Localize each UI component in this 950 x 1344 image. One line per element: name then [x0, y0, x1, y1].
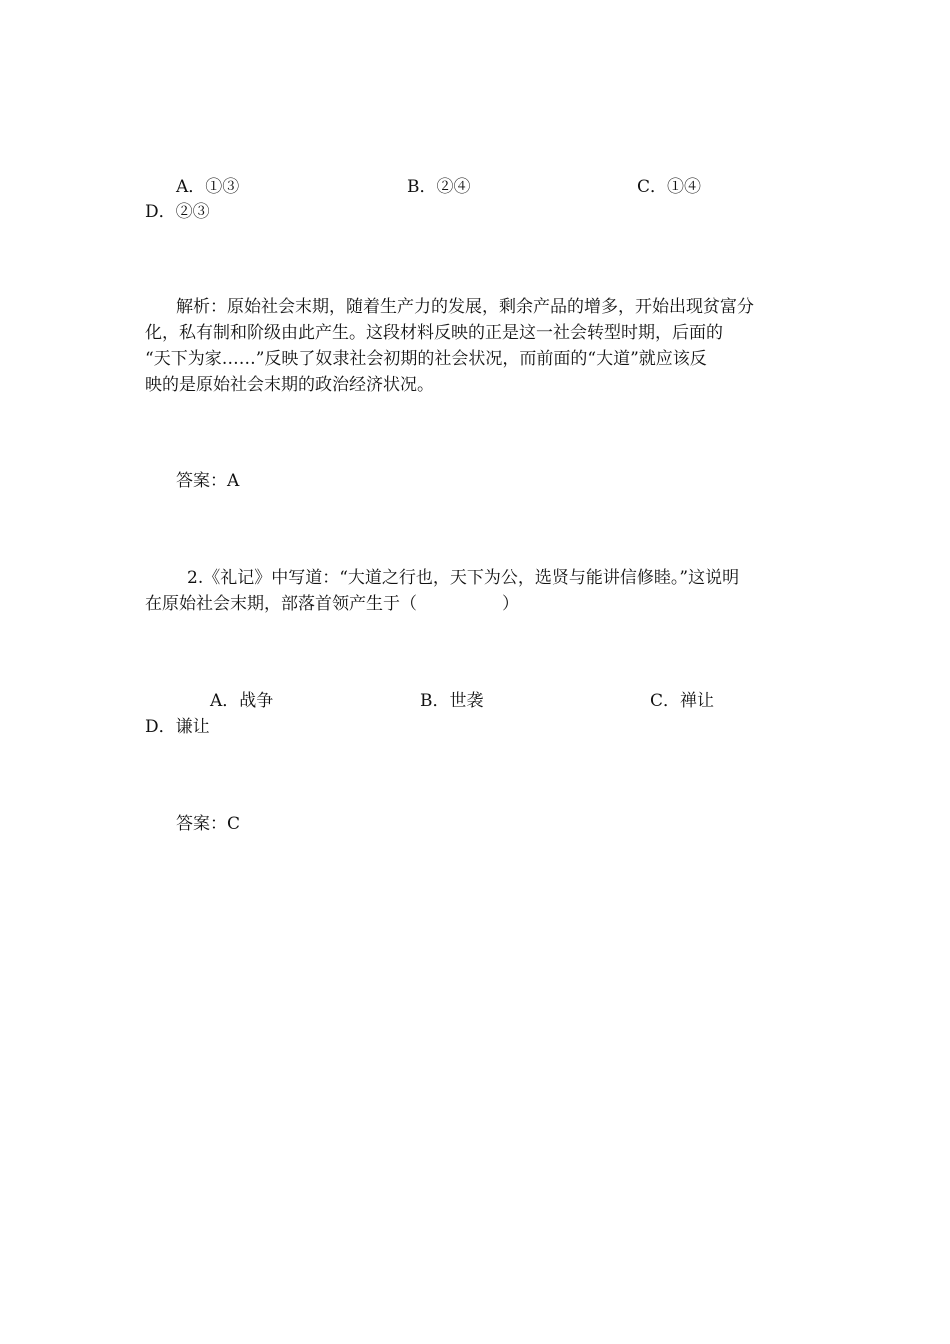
q2-option-a: A．战争: [210, 691, 274, 711]
q1-option-b: B．②④: [407, 177, 471, 197]
q2-stem-line-1: 2.《礼记》中写道：“大道之行也，天下为公，选贤与能讲信修睦。”这说明: [187, 568, 740, 588]
q2-answer: 答案：C: [176, 814, 241, 834]
q1-option-c: C．①④: [637, 177, 702, 197]
q1-analysis-line-2: 化，私有制和阶级由此产生。这段材料反映的正是这一社会转型时期，后面的: [145, 323, 723, 343]
q1-analysis-line-3: “天下为家……”反映了奴隶社会初期的社会状况，而前面的“大道”就应该反: [145, 349, 707, 369]
q2-option-d: D．谦让: [145, 717, 210, 737]
q1-answer: 答案：A: [176, 471, 240, 491]
q1-option-d: D．②③: [145, 202, 210, 222]
q2-option-b: B．世袭: [420, 691, 484, 711]
q2-stem-line-2: 在原始社会末期，部落首领产生于（ ）: [145, 594, 519, 614]
q1-analysis-line-4: 映的是原始社会末期的政治经济状况。: [145, 375, 434, 395]
q1-option-a: A．①③: [176, 177, 240, 197]
q1-analysis-line-1: 解析：原始社会末期，随着生产力的发展，剩余产品的增多，开始出现贫富分: [176, 297, 754, 317]
q2-option-c: C．禅让: [650, 691, 715, 711]
